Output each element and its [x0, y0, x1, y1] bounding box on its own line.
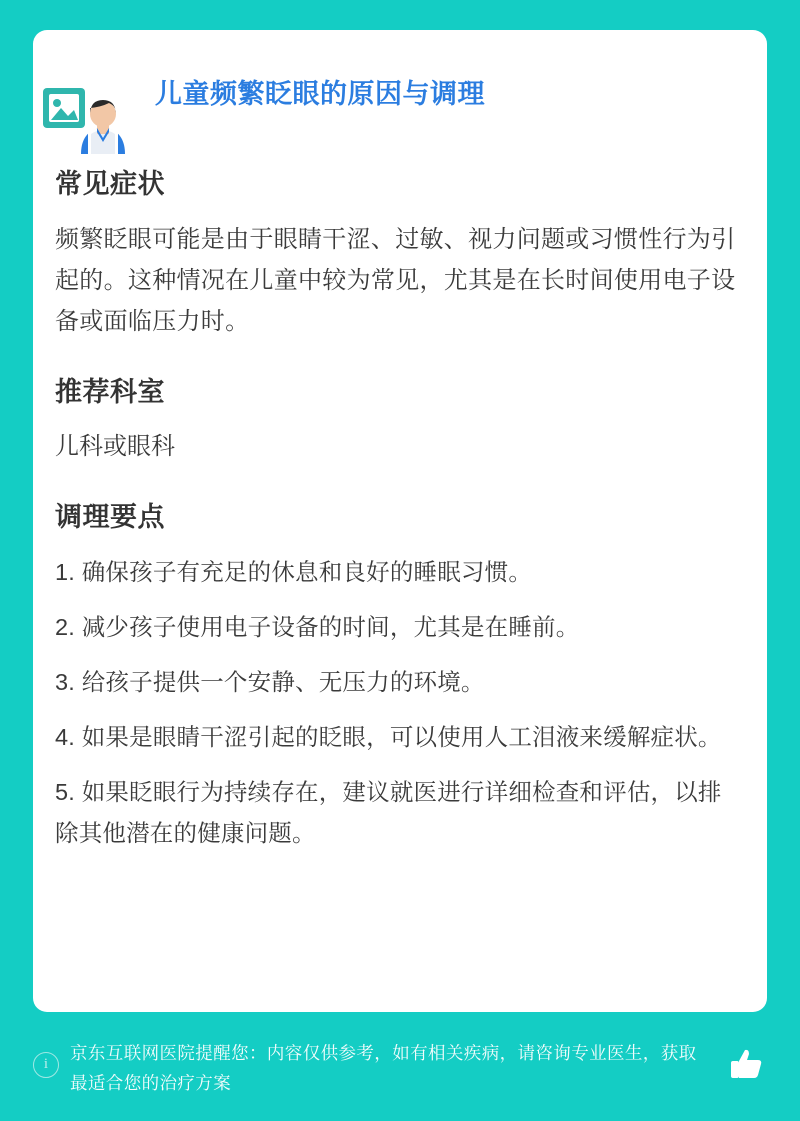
list-item: 3. 给孩子提供一个安静、无压力的环境。	[55, 669, 485, 695]
thumbs-up-icon[interactable]	[727, 1044, 767, 1084]
list-item: 2. 减少孩子使用电子设备的时间，尤其是在睡前。	[55, 614, 580, 640]
info-circle-icon: i	[33, 1052, 59, 1078]
section-text-department: 儿科或眼科	[55, 433, 175, 460]
document-content	[55, 140, 745, 998]
list-item: 5. 如果眨眼行为持续存在，建议就医进行详细检查和评估，以排除其他潜在的健康问题。	[55, 779, 722, 846]
footer-disclaimer-bar	[33, 1030, 767, 1102]
page-title: 儿童频繁眨眼的原因与调理	[155, 79, 485, 109]
section-heading-department: 推荐科室	[55, 377, 165, 407]
content-card	[33, 30, 767, 1012]
list-item: 1. 确保孩子有充足的休息和良好的睡眠习惯。	[55, 559, 533, 585]
section-text-symptoms: 频繁眨眼可能是由于眼睛干涩、过敏、视力问题或习惯性行为引起的。这种情况在儿童中较为常见，尤其是在长时间使用电子设备或面临压力时。	[55, 226, 736, 335]
section-heading-symptoms: 常见症状	[55, 169, 165, 199]
disclaimer-text: 京东互联网医院提醒您：内容仅供参考，如有相关疾病，请咨询专业医生，获取最适合您的治疗方案	[70, 1043, 697, 1093]
list-item: 4. 如果是眼睛干涩引起的眨眼，可以使用人工泪液来缓解症状。	[55, 724, 722, 750]
tips-list	[55, 552, 745, 854]
section-heading-tips: 调理要点	[55, 502, 165, 532]
